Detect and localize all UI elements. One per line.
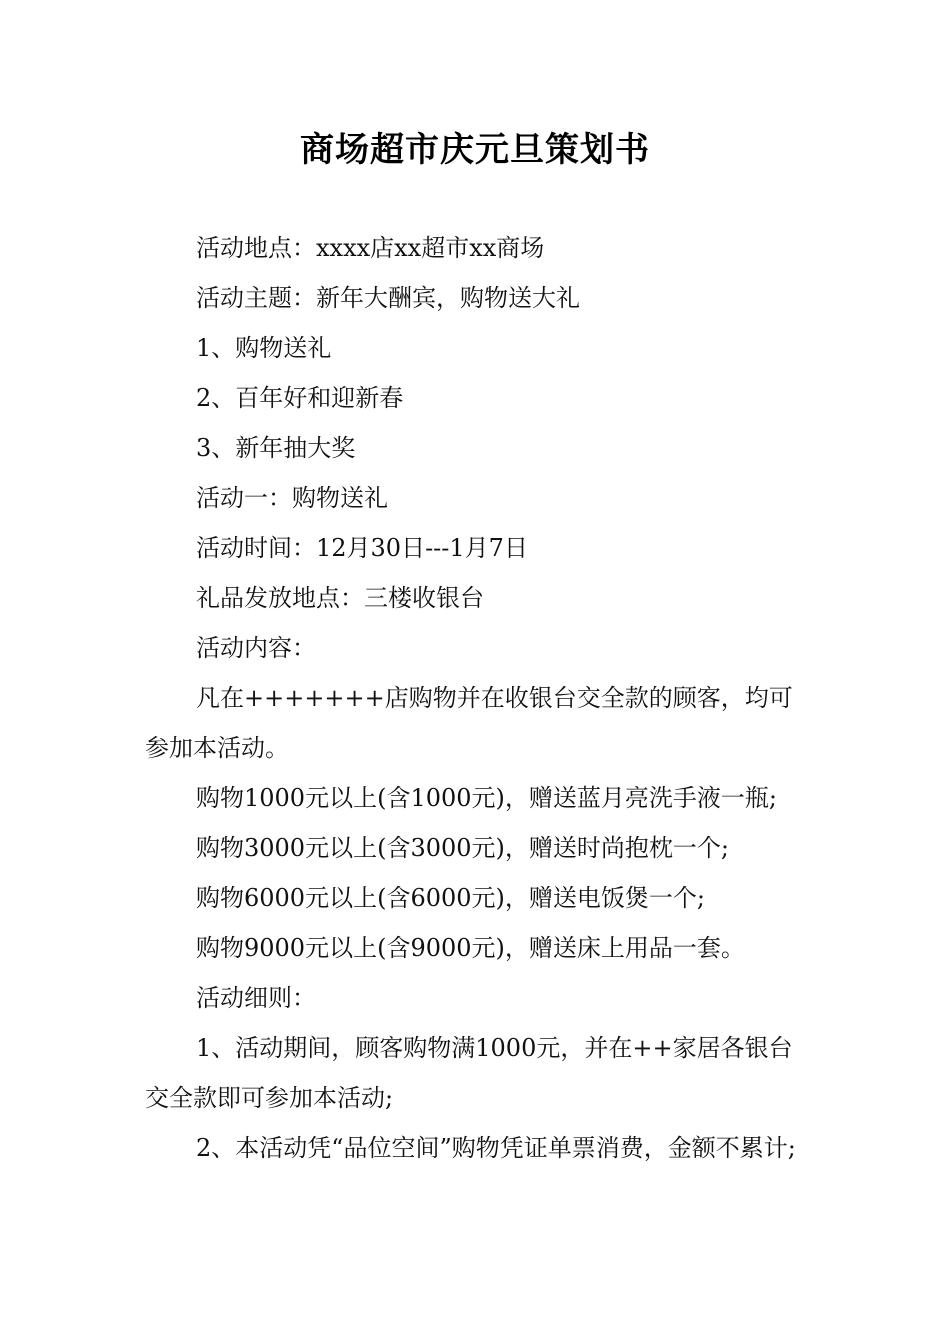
- gift-tier-1: 购物1000元以上(含1000元)，赠送蓝月亮洗手液一瓶;: [196, 784, 777, 812]
- location-line: 活动地点：xxxx店xx超市xx商场: [196, 234, 545, 262]
- gift-place-line: 礼品发放地点：三楼收银台: [196, 584, 484, 612]
- activity-one-heading: 活动一：购物送礼: [196, 484, 388, 512]
- list-item-2: 2、百年好和迎新春: [196, 384, 404, 412]
- theme-line: 活动主题：新年大酬宾，购物送大礼: [196, 284, 580, 312]
- document-body: [145, 223, 813, 1173]
- gift-tier-4: 购物9000元以上(含9000元)，赠送床上用品一套。: [196, 934, 745, 962]
- activity-time-line: 活动时间：12月30日---1月7日: [196, 534, 528, 562]
- document-title: 商场超市庆元旦策划书: [300, 130, 650, 170]
- content-paragraph: 凡在+++++++店购物并在收银台交全款的顾客，均可参加本活动。: [145, 684, 793, 762]
- gift-tier-3: 购物6000元以上(含6000元)，赠送电饭煲一个;: [196, 884, 705, 912]
- list-item-3: 3、新年抽大奖: [196, 434, 356, 462]
- gift-tier-2: 购物3000元以上(含3000元)，赠送时尚抱枕一个;: [196, 834, 729, 862]
- rule-1-paragraph: 1、活动期间，顾客购物满1000元，并在++家居各银台交全款即可参加本活动;: [145, 1034, 793, 1112]
- content-label: 活动内容：: [196, 634, 316, 662]
- rule-2-paragraph: 2、本活动凭“品位空间”购物凭证单票消费，金额不累计;: [196, 1134, 796, 1162]
- list-item-1: 1、购物送礼: [196, 334, 332, 362]
- rules-label: 活动细则：: [196, 984, 316, 1012]
